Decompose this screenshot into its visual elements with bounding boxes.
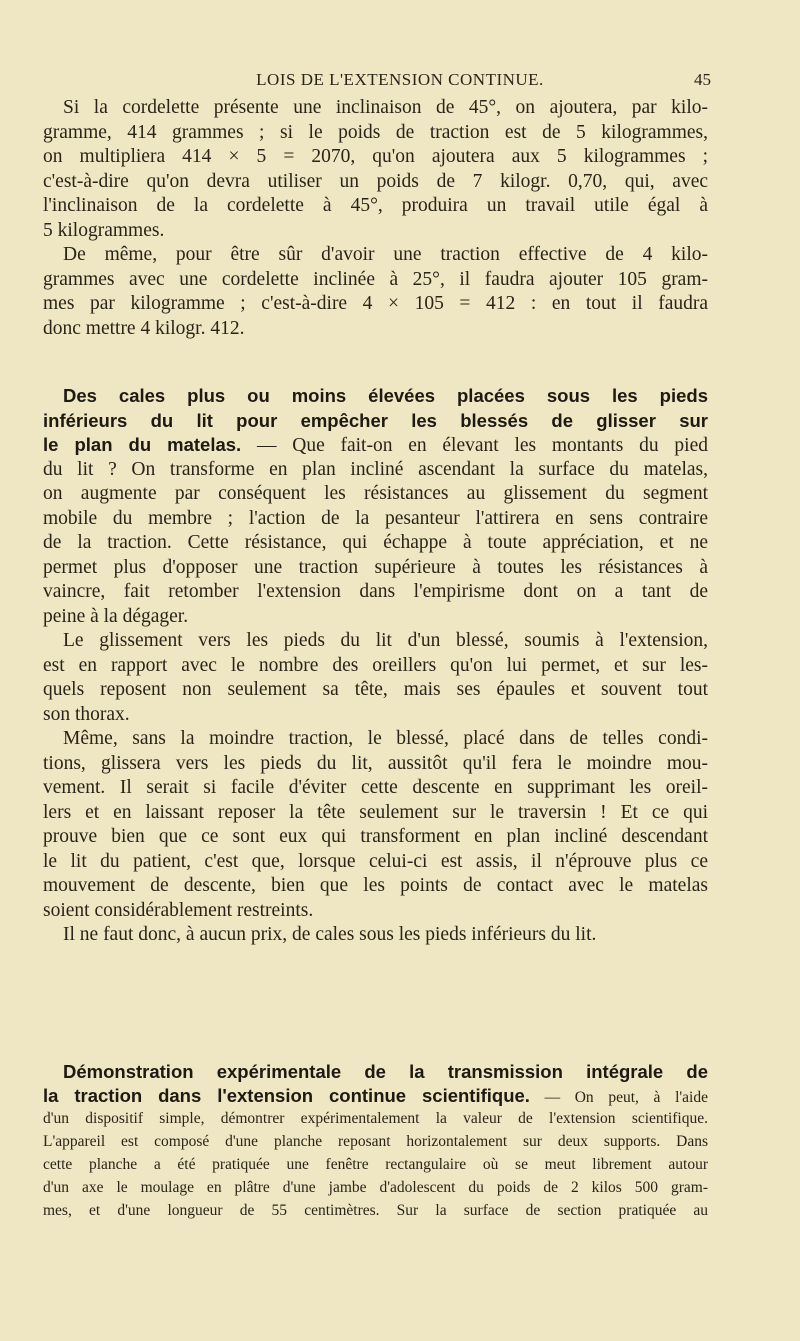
text-line: le lit du patient, c'est que, lorsque celui-ci est assis, il n'éprouve plus ce <box>43 850 708 872</box>
paragraph <box>43 923 708 948</box>
body-text: — Que fait-on en élevant les montants du pied <box>241 435 708 456</box>
text-line: 5 kilogrammes. <box>43 219 165 241</box>
running-title: LOIS DE L'EXTENSION CONTINUE. <box>256 70 544 89</box>
text-line: L'appareil est composé d'une planche reposant horizontalement sur deux supports. Dans <box>43 1133 708 1150</box>
text-line: cette planche a été pratiquée une fenêtre rectangulaire où se meut librement autour <box>43 1156 708 1173</box>
text-line: gramme, 414 grammes ; si le poids de traction est de 5 kilogrammes, <box>43 121 708 143</box>
text-line: mouvement de descente, bien que les points de contact avec le matelas <box>43 875 708 896</box>
section-heading-text: le plan du matelas. <box>43 434 242 455</box>
text-line: Si la cordelette présente une inclinaison de 45°, on ajoutera, par kilo- <box>63 97 708 118</box>
text-line: tions, glissera vers les pieds du lit, aussitôt qu'il fera le moindre mou- <box>43 752 708 774</box>
section-heading-text: Démonstration expérimentale de la transmission intégrale de <box>63 1061 708 1082</box>
text-line: mes par kilogramme ; c'est-à-dire 4 × 105 = 412 : en tout il faudra <box>43 293 708 314</box>
text-line <box>43 1060 708 1084</box>
text-line: d'un dispositif simple, démontrer expérimentalement la valeur de l'extension scientifique. <box>43 1110 708 1127</box>
section-cales <box>43 384 708 948</box>
text-line: son thorax. <box>43 703 130 725</box>
paragraph <box>43 629 708 727</box>
section-heading-text: Des cales plus ou moins élevées placées sous les pieds <box>63 385 708 406</box>
text-line: De même, pour être sûr d'avoir une traction effective de 4 kilo- <box>63 244 708 265</box>
paragraph <box>43 384 708 629</box>
section-heading-text: inférieurs du lit pour empêcher les blessés de glisser sur <box>43 409 708 431</box>
text-line: Il ne faut donc, à aucun prix, de cales sous les pieds inférieurs du lit. <box>63 924 597 945</box>
text-line: c'est-à-dire qu'on devra utiliser un poids de 7 kilogr. 0,70, qui, avec <box>43 170 708 192</box>
text-line: donc mettre 4 kilogr. 412. <box>43 317 245 339</box>
text-line: d'un axe le moulage en plâtre d'une jambe d'adolescent du poids de 2 kilos 500 gram- <box>43 1179 708 1196</box>
paragraph <box>43 243 708 341</box>
text-line: on multipliera 414 × 5 = 2070, qu'on ajoutera aux 5 kilogrammes ; <box>43 146 708 167</box>
text-line: on augmente par conséquent les résistances au glissement du segment <box>43 483 708 504</box>
text-line <box>43 384 708 409</box>
section-heading-text: la traction dans l'extension continue scientifique. <box>43 1084 530 1106</box>
text-line: peine à la dégager. <box>43 605 189 627</box>
text-line: vaincre, fait retomber l'extension dans l'empirisme dont on a tant de <box>43 581 708 602</box>
text-line: mobile du membre ; l'action de la pesanteur l'attirera en sens contraire <box>43 507 708 529</box>
text-line <box>43 1084 708 1108</box>
text-line: prouve bien que ce sont eux qui transforment en plan incliné descendant <box>43 826 708 847</box>
text-line: Le glissement vers les pieds du lit d'un blessé, soumis à l'extension, <box>63 630 708 651</box>
text-line: de la traction. Cette résistance, qui échappe à toute appréciation, et ne <box>43 532 708 553</box>
paragraph <box>43 1060 708 1222</box>
text-line: mes, et d'une longueur de 55 centimètres. Sur la surface de section pratiquée au <box>43 1202 708 1219</box>
text-line: lers et en laissant reposer la tête seulement sur le traversin ! Et ce qui <box>43 801 708 823</box>
text-line: quels reposent non seulement sa tête, mais ses épaules et souvent tout <box>43 679 708 700</box>
text-line: vement. Il serait si facile d'éviter cette descente en supprimant les oreil- <box>43 777 708 798</box>
text-line: grammes avec une cordelette inclinée à 25°, il faudra ajouter 105 gram- <box>43 268 708 290</box>
text-line: soient considérablement restreints. <box>43 899 314 921</box>
text-line: l'inclinaison de la cordelette à 45°, produira un travail utile égal à <box>43 195 708 216</box>
text-line: Même, sans la moindre traction, le blessé, placé dans de telles condi- <box>63 728 708 749</box>
text-line: permet plus d'opposer une traction supérieure à toutes les résistances à <box>43 556 708 578</box>
paragraph <box>43 727 708 923</box>
text-line: du lit ? On transforme en plan incliné ascendant la surface du matelas, <box>43 458 708 480</box>
text-line <box>43 409 708 434</box>
body-text: — On peut, à l'aide <box>529 1088 708 1106</box>
section-intro <box>43 96 708 341</box>
text-line: est en rapport avec le nombre des oreillers qu'on lui permet, et sur les- <box>43 654 708 676</box>
paragraph <box>43 96 708 243</box>
section-demonstration <box>43 1060 708 1222</box>
text-line <box>43 433 708 458</box>
page-number: 45 <box>694 70 711 89</box>
